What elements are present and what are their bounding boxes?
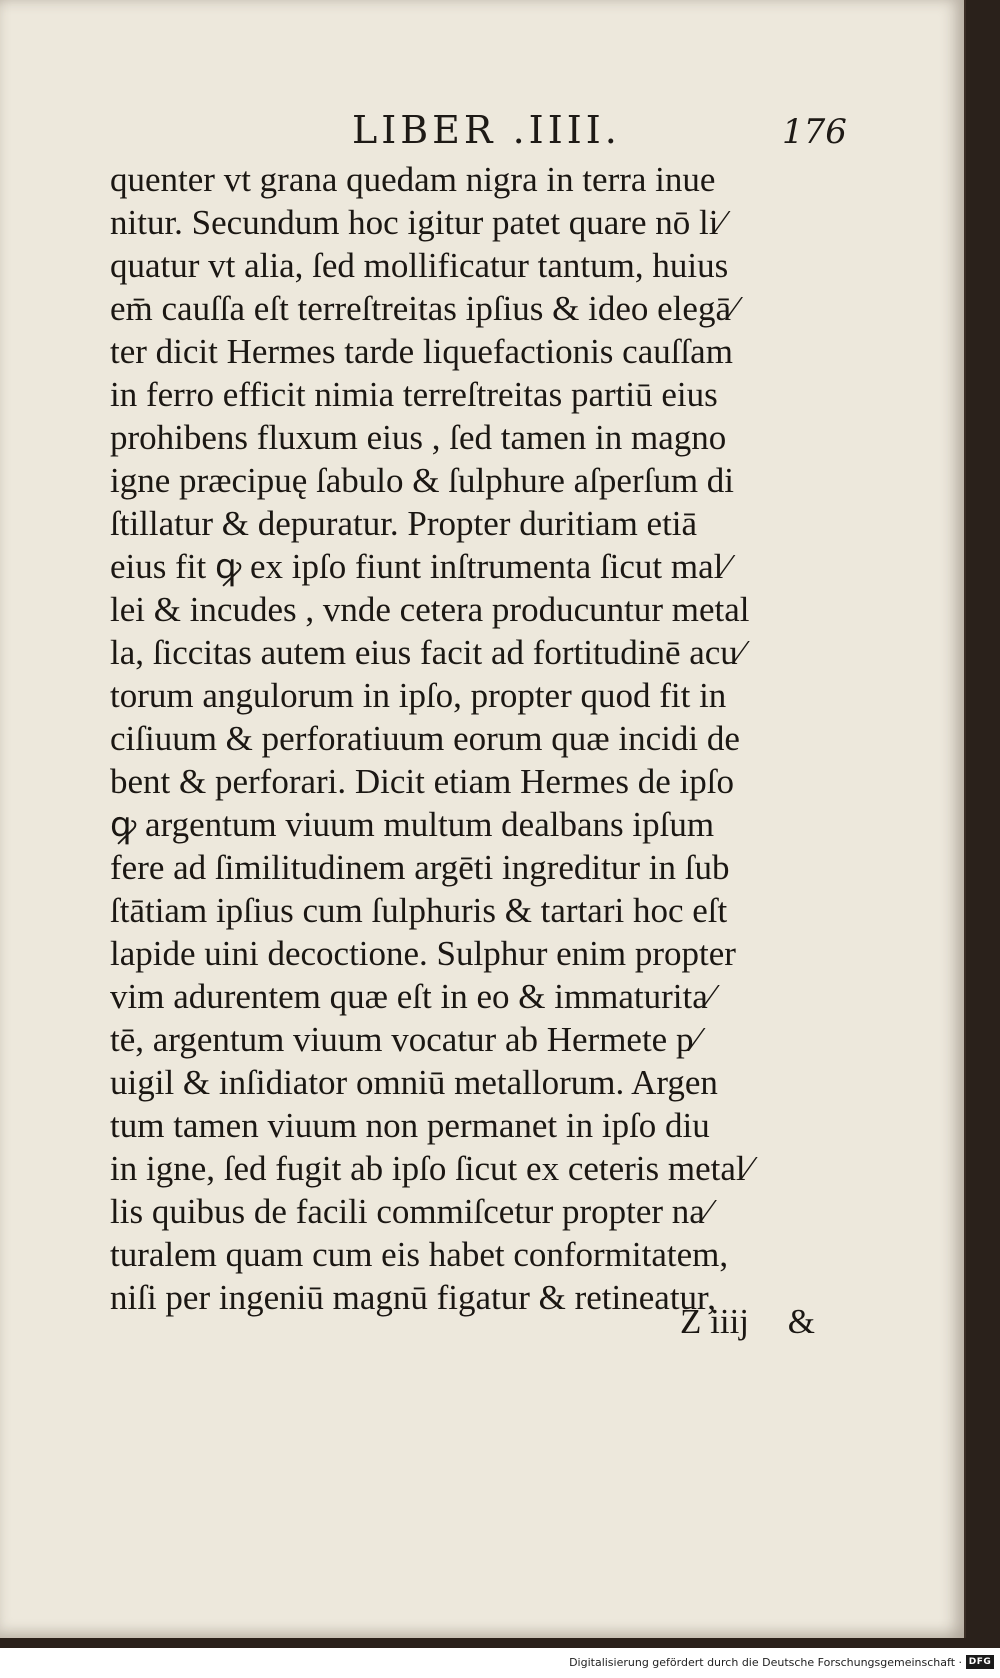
text-line: eius fit ꝙ ex ipſo fiunt inſtrumenta ſicut mal⁄	[110, 547, 730, 586]
text-line: lapide uini decoctione. Sulphur enim propter	[110, 934, 736, 973]
signature-line	[680, 1302, 815, 1342]
text-line: bent & perforari. Dicit etiam Hermes de ipſo	[110, 762, 734, 801]
text-line: em̄ cauſſa eſt terreſtreitas ipſius & ideo elegā⁄	[110, 289, 737, 328]
text-line: in igne, ſed fugit ab ipſo ſicut ex ceteris metal⁄	[110, 1149, 752, 1188]
page-number: 176	[782, 112, 847, 152]
dfg-logo-icon: DFG	[966, 1655, 994, 1669]
text-line: turalem quam cum eis habet conformitatem,	[110, 1235, 729, 1274]
text-line: niſi per ingeniū magnū figatur & retineatur,	[110, 1278, 717, 1317]
text-line: uigil & inſidiator omniū metallorum. Argen	[110, 1063, 718, 1102]
text-line: prohibens fluxum eius , ſed tamen in magno	[110, 418, 727, 457]
text-line: nitur. Secundum hoc igitur patet quare nō li⁄	[110, 203, 725, 242]
text-line: lis quibus de facili commiſcetur propter na⁄	[110, 1192, 711, 1231]
text-line: tē, argentum viuum vocatur ab Hermete p⁄	[110, 1020, 700, 1059]
text-line: fere ad ſimilitudinem argēti ingreditur in ſub	[110, 848, 730, 887]
text-line: ter dicit Hermes tarde liquefactionis cauſſam	[110, 332, 733, 371]
text-line: ciſiuum & perforatiuum eorum quæ incidi de	[110, 719, 740, 758]
text-line: quenter vt grana quedam nigra in terra inue	[110, 160, 716, 199]
text-line: torum angulorum in ipſo, propter quod fit in	[110, 676, 727, 715]
text-line: quatur vt alia, ſed mollificatur tantum, huius	[110, 246, 729, 285]
funding-credit: Digitalisierung gefördert durch die Deutsche Forschungsgemeinschaft ·	[569, 1656, 962, 1669]
text-line: ſtātiam ipſius cum ſulphuris & tartari hoc eſt	[110, 891, 728, 930]
body-text	[110, 158, 850, 1319]
footer-bar	[0, 1648, 1000, 1678]
catchword: &	[787, 1302, 816, 1341]
text-line: ꝙ argentum viuum multum dealbans ipſum	[110, 805, 715, 844]
text-line: vim adurentem quæ eſt in eo & immaturita⁄	[110, 977, 714, 1016]
text-line: la, ſiccitas autem eius facit ad fortitudinē acu⁄	[110, 633, 744, 672]
signature-mark: Z iiij	[680, 1302, 750, 1341]
text-line: lei & incudes , vnde cetera producuntur metal	[110, 590, 750, 629]
text-line: ſtillatur & depuratur. Propter duritiam etiā	[110, 504, 698, 543]
text-line: tum tamen viuum non permanet in ipſo diu	[110, 1106, 710, 1145]
text-line: in ferro efficit nimia terreſtreitas partiū eius	[110, 375, 718, 414]
text-line: igne præcipuę ſabulo & ſulphure aſperſum di	[110, 461, 735, 500]
running-head: LIBER .IIII.	[352, 108, 621, 152]
